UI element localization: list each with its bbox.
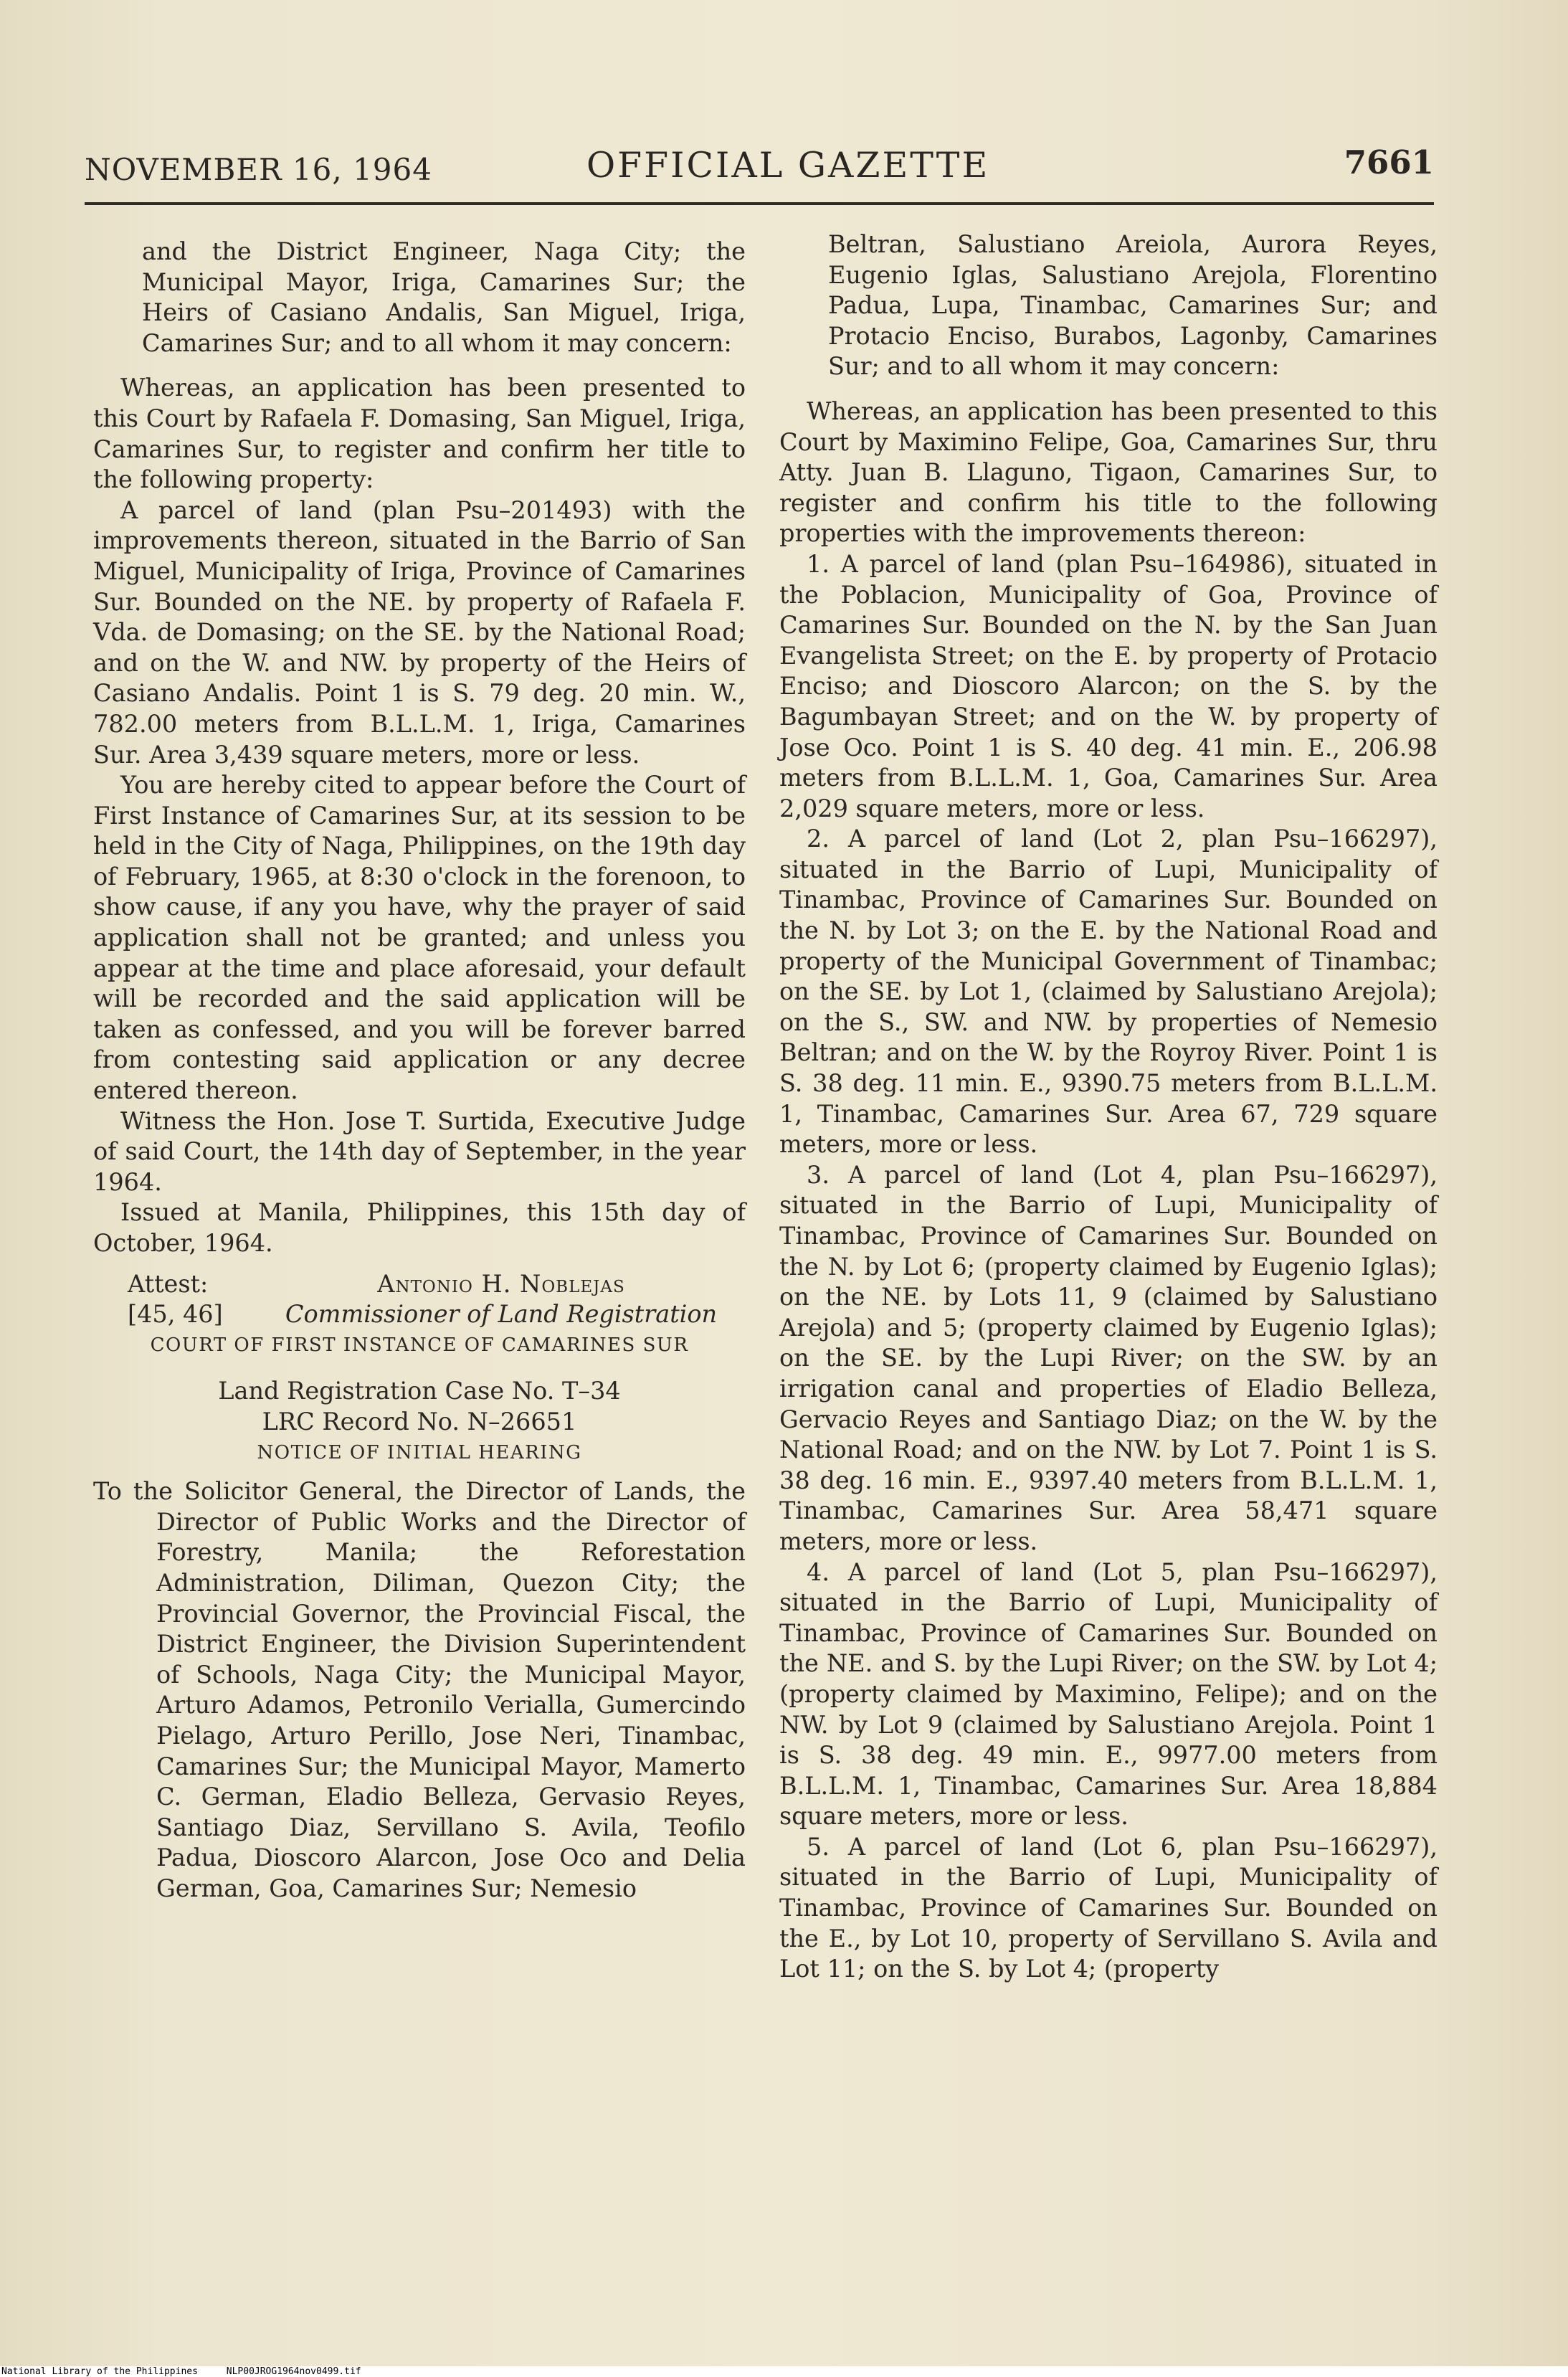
issue-date: NOVEMBER 16, 1964 — [85, 152, 432, 187]
parcel-item-1: 1. A parcel of land (plan Psu–164986), situated in the Poblacion, Municipality of Goa, Province of Camarines Sur. Bounded on the N. by the San Juan Evangelista Street; on the E. by property of Protacio Enciso; and Dioscoro Alarcon; on the S. by the Bagumbayan Street; and on the W. by property of Jose Oco. Point 1 is S. 40 deg. 41 min. E., 206.98 meters from B.L.L.M. 1, Goa, Camarines Sur. Area 2,029 square meters, more or less. — [779, 549, 1438, 822]
notice-heading: NOTICE OF INITIAL HEARING — [257, 1441, 582, 1463]
issued-paragraph: Issued at Manila, Philippines, this 15th day of October, 1964. — [93, 1198, 746, 1257]
attestation — [93, 1269, 746, 1330]
attest-label: Attest: — [128, 1269, 209, 1298]
attest-reference: [45, 46] — [128, 1300, 223, 1329]
continued-addressees: and the District Engineer, Naga City; the Municipal Mayor, Iriga, Camarines Sur; the Heirs of Casiano Andalis, San Miguel, Iriga, Camarines Sur; and to all whom it may concern: — [142, 237, 746, 357]
commissioner-name: Antonio H. Noblejas — [377, 1269, 625, 1298]
whereas-paragraph-right: Whereas, an application has been presented to this Court by Maximino Felipe, Goa, Camarines Sur, thru Atty. Juan B. Llaguno, Tigaon, Camarines Sur, to register and confirm his title to the following properties with the improvements thereon: — [779, 397, 1438, 548]
page-header — [85, 143, 1434, 194]
right-column — [779, 229, 1438, 1985]
court-heading: COURT OF FIRST INSTANCE OF CAMARINES SUR — [150, 1334, 689, 1356]
parcel-description: A parcel of land (plan Psu–201493) with the improvements thereon, situated in the Barrio of San Miguel, Municipality of Iriga, Province of Camarines Sur. Bounded on the NE. by property of Rafaela F. Vda. de Domasing; on the SE. by the National Road; and on the W. and NW. by property of the Heirs of Casiano Andalis. Point 1 is S. 79 deg. 20 min. W., 782.00 meters from B.L.L.M. 1, Iriga, Camarines Sur. Area 3,439 square meters, more or less. — [93, 495, 746, 769]
citation-paragraph: You are hereby cited to appear before the Court of First Instance of Camarines Sur, at its session to be held in the City of Naga, Philippines, on the 19th day of February, 1965, at 8:30 o'clock in the forenoon, to show cause, if any you have, why the prayer of said application shall not be granted; and unless you appear at the time and place aforesaid, your default will be recorded and the said application will be taken as confessed, and you will be forever barred from contesting said application or any decree entered thereon. — [93, 771, 746, 1105]
parcel-item-2: 2. A parcel of land (Lot 2, plan Psu–166297), situated in the Barrio of Lupi, Municipality of Tinambac, Province of Camarines Sur. Bounded on the N. by Lot 3; on the E. by the National Road and property of the Municipal Government of Tinambac; on the SE. by Lot 1, (claimed by Salustiano Arejola); on the S., SW. and NW. by properties of Nemesio Beltran; and on the W. by the Royroy River. Point 1 is S. 38 deg. 11 min. E., 9390.75 meters from B.L.L.M. 1, Tinambac, Camarines Sur. Area 67, 729 square meters, more or less. — [779, 825, 1438, 1159]
library-credit: National Library of the Philippines — [1, 2366, 198, 2377]
parcel-item-5: 5. A parcel of land (Lot 6, plan Psu–166297), situated in the Barrio of Lupi, Municipality of Tinambac, Province of Camarines Sur. Bounded on the E., by Lot 10, property of Servillano S. Avila and Lot 11; on the S. by Lot 4; (property — [779, 1832, 1438, 1983]
scan-footer — [0, 2366, 1568, 2377]
header-rule — [85, 202, 1434, 205]
lrc-record: LRC Record No. N–26651 — [262, 1407, 577, 1436]
page-number: 7661 — [1344, 143, 1434, 181]
commissioner-title: Commissioner of Land Registration — [285, 1300, 718, 1329]
to-addressees: To the Solicitor General, the Director of Lands, the Director of Public Works and the Director of Forestry, Manila; the Reforestation Administration, Diliman, Quezon City; the Provincial Governor, the Provincial Fiscal, the District Engineer, the Division Superintendent of Schools, Naga City; the Municipal Mayor, Arturo Adamos, Petronilo Verialla, Gumercindo Pielago, Arturo Perillo, Jose Neri, Tinambac, Camarines Sur; the Municipal Mayor, Mamerto C. German, Eladio Belleza, Gervasio Reyes, Santiago Diaz, Servillano S. Avila, Teofilo Padua, Dioscoro Alarcon, Jose Oco and Delia German, Goa, Camarines Sur; Nemesio — [93, 1477, 746, 1902]
publication-title: OFFICIAL GAZETTE — [586, 145, 990, 186]
scan-filename: NLP00JROG1964nov0499.tif — [226, 2366, 361, 2377]
parcel-item-4: 4. A parcel of land (Lot 5, plan Psu–166297), situated in the Barrio of Lupi, Municipality of Tinambac, Province of Camarines Sur. Bounded on the NE. and S. by the Lupi River; on the SW. by Lot 4; (property claimed by Maximino, Felipe); and on the NW. by Lot 9 (claimed by Salustiano Arejola. Point 1 is S. 38 deg. 49 min. E., 9977.00 meters from B.L.L.M. 1, Tinambac, Camarines Sur. Area 18,884 square meters, more or less. — [779, 1557, 1438, 1831]
parcel-item-3: 3. A parcel of land (Lot 4, plan Psu–166297), situated in the Barrio of Lupi, Municipality of Tinambac, Province of Camarines Sur. Bounded on the N. by Lot 6; (property claimed by Eugenio Iglas); on the NE. by Lots 11, 9 (claimed by Salustiano Arejola) and 5; (property claimed by Eugenio Iglas); on the SE. by the Lupi River; on the SW. by an irrigation canal and properties of Eladio Belleza, Gervacio Reyes and Santiago Diaz; on the W. by the National Road; and on the NW. by Lot 7. Point 1 is S. 38 deg. 16 min. E., 9397.40 meters from B.L.L.M. 1, Tinambac, Camarines Sur. Area 58,471 square meters, more or less. — [779, 1160, 1438, 1555]
witness-paragraph: Witness the Hon. Jose T. Surtida, Executive Judge of said Court, the 14th day of September, in the year 1964. — [93, 1106, 746, 1196]
whereas-paragraph: Whereas, an application has been presented to this Court by Rafaela F. Domasing, San Miguel, Iriga, Camarines Sur, to register and confirm her title to the following property: — [93, 374, 746, 494]
left-column — [93, 237, 746, 1904]
continued-addressees-right: Beltran, Salustiano Areiola, Aurora Reyes, Eugenio Iglas, Salustiano Arejola, Florentino Padua, Lupa, Tinambac, Camarines Sur; and Protacio Enciso, Burabos, Lagonby, Camarines Sur; and to all whom it may concern: — [828, 230, 1438, 381]
case-number: Land Registration Case No. T–34 — [218, 1377, 621, 1405]
